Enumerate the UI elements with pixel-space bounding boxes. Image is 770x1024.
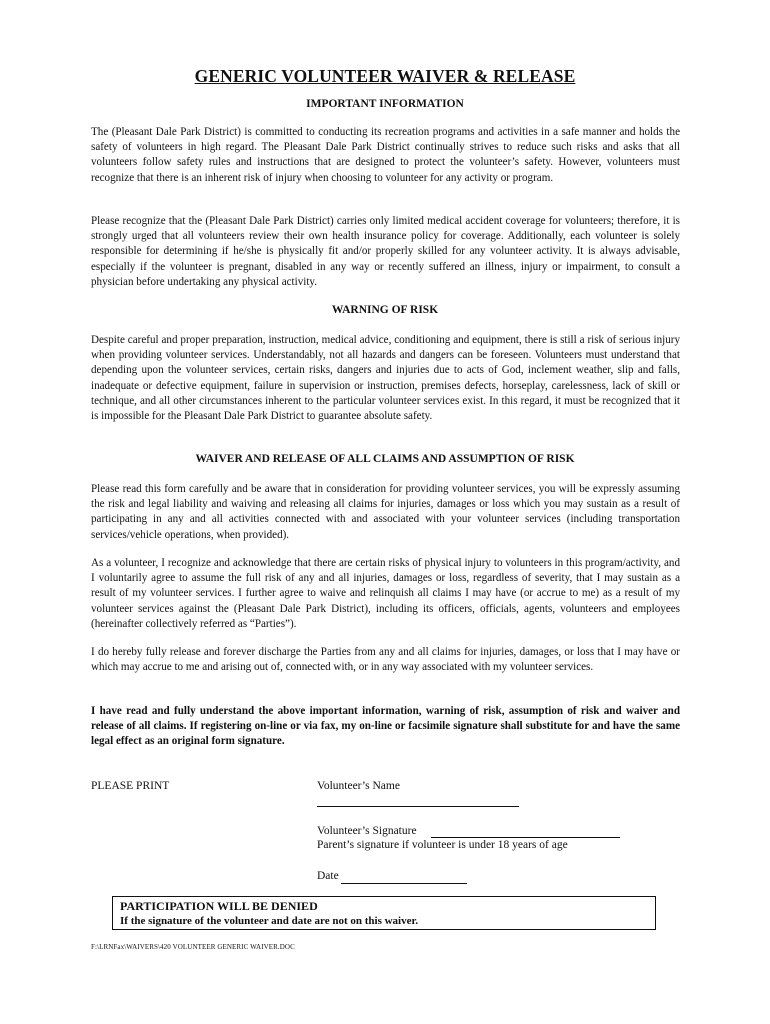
paragraph-safety-commitment: The (Pleasant Dale Park District) is committed to conducting its recreation programs and activities in a safe manner and holds the safety of volunteers in high regard. The Pleasant Dale Park District continually strives to reduce such risks and asks that all volunteers follow safety rules and instructions that are designed to protect the volunteer’s safety. However, volunteers must recognize that there is an inherent risk of injury when choosing to volunteer for any activity or program.: [91, 126, 680, 184]
paragraph-warning-of-risk: Despite careful and proper preparation, instruction, medical advice, conditioning and equipment, there is still a risk of serious injury when providing volunteer services. Understandably, not all hazards and dangers can be foreseen. Volunteers must understand that depending upon the volunteer services, certain risks, dangers and injuries due to acts of God, inclement weather, slip and falls, inadequate or defective equipment, failure in supervision or instruction, premises defects, horseplay, carelessness, lack of skill or technique, and all other circumstances inherent to the particular volunteer services exist. In this regard, it must be recognized that it is impossible for the Pleasant Dale Park District to guarantee absolute safety.: [91, 334, 680, 423]
volunteer-name-label: Volunteer’s Name: [317, 780, 400, 792]
section-heading-important-information: IMPORTANT INFORMATION: [306, 98, 464, 110]
volunteer-signature-line[interactable]: [431, 837, 620, 838]
paragraph-release-discharge: I do hereby fully release and forever discharge the Parties from any and all claims for injuries, damages, or loss that I may have or which may accrue to me and arising out of, connected with, or in any way associated with my volunteer services.: [91, 646, 680, 674]
parent-signature-note: Parent’s signature if volunteer is under 18 years of age: [317, 839, 568, 851]
participation-notice-box: [112, 896, 656, 930]
please-print-label: PLEASE PRINT: [91, 780, 170, 792]
paragraph-volunteer-acknowledgement: As a volunteer, I recognize and acknowledge that there are certain risks of physical injury to volunteers in this program/activity, and I voluntarily agree to assume the full risk of any and all injuries, damages or loss, regardless of severity, that I may sustain as a result of my volunteer services. I further agree to waive and relinquish all claims I may have (or accrue to me) as a result of my volunteer services against the (Pleasant Dale Park District), including its officers, officials, agents, volunteers and employees (hereinafter collectively referred as “Parties”).: [91, 557, 680, 630]
volunteer-signature-label: Volunteer’s Signature: [317, 825, 417, 837]
volunteer-name-line[interactable]: [317, 806, 519, 807]
notice-title: PARTICIPATION WILL BE DENIED: [120, 899, 318, 913]
notice-text: If the signature of the volunteer and date are not on this waiver.: [120, 915, 419, 927]
file-path-footer: F:\LRNFax\WAIVERS\420 VOLUNTEER GENERIC WAIVER.DOC: [91, 943, 295, 951]
section-heading-waiver-release: WAIVER AND RELEASE OF ALL CLAIMS AND ASSUMPTION OF RISK: [195, 453, 575, 465]
date-line[interactable]: [341, 883, 467, 884]
section-heading-warning-of-risk: WARNING OF RISK: [331, 304, 439, 316]
paragraph-read-carefully: Please read this form carefully and be aware that in consideration for providing volunteer services, you will be expressly assuming the risk and legal liability and waiving and releasing all claims for injuries, damages or loss which you may sustain as a result of participating in any and all activities connected with and associated with your volunteer services (including transportation services/vehicle operations, when provided).: [91, 483, 680, 541]
paragraph-signature-agreement: I have read and fully understand the above important information, warning of risk, assumption of risk and waiver and release of all claims. If registering on-line or via fax, my on-line or facsimile signature shall substitute for and have the same legal effect as an original form signature.: [91, 705, 680, 748]
document-title: GENERIC VOLUNTEER WAIVER & RELEASE: [194, 66, 576, 86]
paragraph-medical-coverage: Please recognize that the (Pleasant Dale Park District) carries only limited medical accident coverage for volunteers; therefore, it is strongly urged that all volunteers review their own health insurance policy for coverage. Additionally, each volunteer is solely responsible for determining if he/she is physically fit and/or properly skilled for any volunteer activity. It is always advisable, especially if the volunteer is pregnant, disabled in any way or recently suffered an illness, injury or impairment, to consult a physician before undertaking any physical activity.: [91, 215, 680, 288]
date-label: Date: [317, 870, 339, 882]
